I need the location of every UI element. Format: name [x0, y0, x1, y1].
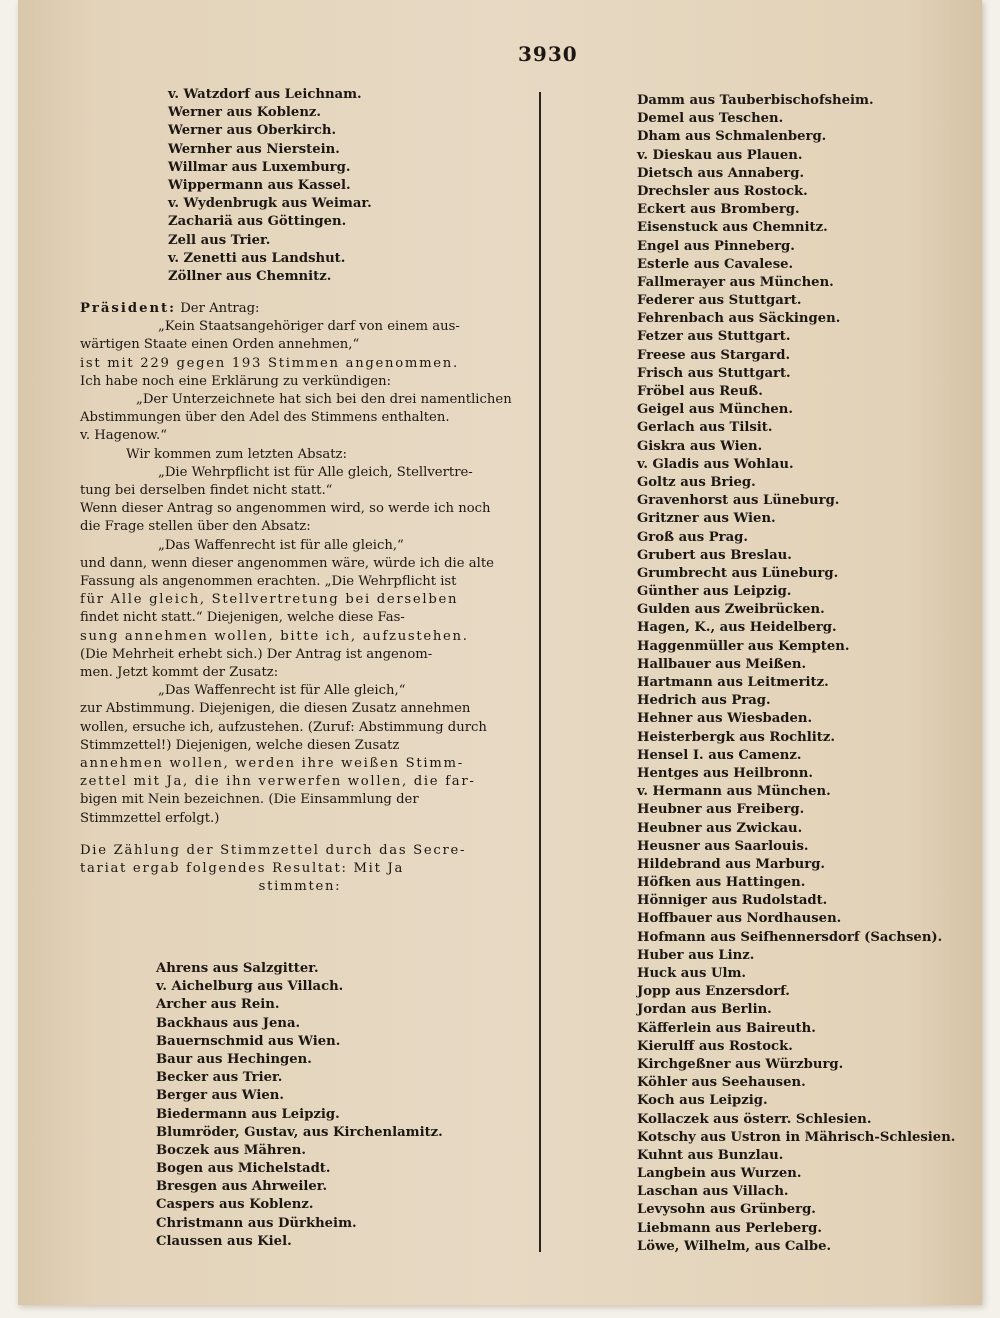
name-entry: Eisenstuck aus Chemnitz.: [637, 220, 828, 236]
name-entry: Bauernschmid aus Wien.: [156, 1033, 341, 1049]
name-entry: Bogen aus Michelstadt.: [156, 1161, 331, 1177]
name-entry: v. Aichelburg aus Villach.: [156, 979, 344, 995]
name-entry: Liebmann aus Perleberg.: [637, 1220, 822, 1236]
name-entry: Heusner aus Saarlouis.: [637, 838, 809, 854]
name-entry: Fehrenbach aus Säckingen.: [637, 311, 841, 327]
name-entry: Hehner aus Wiesbaden.: [637, 711, 813, 727]
name-entry: Hildebrand aus Marburg.: [637, 856, 826, 872]
name-entry: Berger aus Wien.: [156, 1088, 284, 1104]
name-entry: Grubert aus Breslau.: [637, 547, 792, 563]
paragraph-line: Stimmzettel erfolgt.): [80, 810, 220, 826]
name-entry: v. Wydenbrugk aus Weimar.: [168, 196, 372, 212]
name-entry: Haggenmüller aus Kempten.: [637, 638, 850, 654]
name-entry: Drechsler aus Rostock.: [637, 183, 808, 199]
speaker-label: Präsident:: [80, 301, 177, 316]
name-entry: Becker aus Trier.: [156, 1070, 283, 1086]
name-entry: Heubner aus Freiberg.: [637, 802, 805, 818]
name-entry: Hartmann aus Leitmeritz.: [637, 675, 829, 690]
name-entry: Archer aus Rein.: [156, 997, 280, 1013]
name-entry: Esterle aus Cavalese.: [637, 256, 794, 272]
paragraph-line: zettel mit Ja, die ihn verwerfen wollen, die far-: [80, 774, 476, 790]
name-entry: Zachariä aus Göttingen.: [168, 214, 347, 230]
name-entry: Frisch aus Stuttgart.: [637, 365, 791, 381]
declaration-intro: Ich habe noch eine Erklärung zu verkündigen:: [80, 373, 392, 389]
name-entry: Wippermann aus Kassel.: [168, 177, 351, 193]
declaration-line: „Der Unterzeichnete hat sich bei den drei namentlichen: [136, 392, 512, 408]
name-entry: Caspers aus Koblenz.: [156, 1197, 314, 1213]
name-entry: Heisterbergk aus Rochlitz.: [637, 729, 835, 745]
name-entry: Giskra aus Wien.: [637, 438, 763, 454]
quote-wehrpflicht: „Die Wehrpflicht ist für Alle gleich, Stellvertre-: [158, 464, 473, 480]
name-entry: Kierulff aus Rostock.: [637, 1038, 793, 1054]
name-entry: Eckert aus Bromberg.: [637, 202, 800, 218]
left-top-name-list: [168, 86, 372, 286]
name-entry: Günther aus Leipzig.: [637, 584, 792, 600]
name-entry: Bresgen aus Ahrweiler.: [156, 1179, 328, 1195]
paragraph-line: wollen, ersuche ich, aufzustehen. (Zuruf: Abstimmung durch: [80, 719, 487, 735]
paragraph-line: für Alle gleich, Stellvertretung bei derselben: [80, 592, 459, 608]
name-entry: Biedermann aus Leipzig.: [156, 1106, 340, 1122]
paragraph-line: (Die Mehrheit erhebt sich.) Der Antrag ist angenom-: [80, 646, 433, 662]
name-entry: Kirchgeßner aus Würzburg.: [637, 1056, 844, 1072]
paragraph-line: annehmen wollen, werden ihre weißen Stimm-: [80, 756, 464, 772]
motion-quote: „Kein Staatsangehöriger darf von einem aus-: [158, 319, 460, 335]
count-line: Die Zählung der Stimmzettel durch das Secre-: [80, 842, 467, 858]
name-entry: v. Zenetti aus Landshut.: [168, 250, 346, 266]
paragraph-line: und dann, wenn dieser angenommen wäre, würde ich die alte: [80, 555, 494, 571]
count-line: tariat ergab folgendes Resultat: Mit Ja: [80, 861, 405, 877]
name-entry: Fetzer aus Stuttgart.: [637, 329, 791, 345]
paragraph-line: findet nicht statt.“ Diejenigen, welche diese Fas-: [80, 610, 405, 626]
name-entry: Huber aus Linz.: [637, 947, 755, 963]
name-entry: Boczek aus Mähren.: [156, 1142, 306, 1158]
name-entry: Hentges aus Heilbronn.: [637, 765, 813, 781]
name-entry: Hensel I. aus Camenz.: [637, 747, 802, 763]
name-entry: Werner aus Koblenz.: [168, 105, 321, 121]
quote-waffenrecht-2: „Das Waffenrecht ist für Alle gleich,“: [158, 683, 406, 699]
name-entry: Löwe, Wilhelm, aus Calbe.: [637, 1238, 832, 1254]
name-entry: Claussen aus Kiel.: [156, 1233, 292, 1249]
name-entry: Kuhnt aus Bunzlau.: [637, 1147, 784, 1163]
name-entry: v. Watzdorf aus Leichnam.: [168, 87, 362, 102]
name-entry: Werner aus Oberkirch.: [168, 123, 337, 139]
name-entry: Käfferlein aus Baireuth.: [637, 1020, 816, 1036]
name-entry: Hagen, K., aus Heidelberg.: [637, 620, 837, 636]
name-entry: Backhaus aus Jena.: [156, 1015, 301, 1031]
name-entry: Blumröder, Gustav, aus Kirchenlamitz.: [156, 1124, 443, 1140]
name-entry: Höfken aus Hattingen.: [637, 875, 806, 891]
name-entry: Dietsch aus Annaberg.: [637, 165, 805, 181]
name-entry: Gritzner aus Wien.: [637, 511, 776, 527]
name-entry: Groß aus Prag.: [637, 529, 748, 545]
name-entry: Hallbauer aus Meißen.: [637, 656, 807, 672]
motion-quote-cont: wärtigen Staate einen Orden annehmen,“: [80, 337, 360, 353]
paragraph-line: die Frage stellen über den Absatz:: [80, 519, 311, 535]
name-entry: Dham aus Schmalenberg.: [637, 129, 827, 145]
paragraph-line: Wenn dieser Antrag so angenommen wird, so werde ich noch: [80, 501, 491, 517]
name-entry: Damm aus Tauberbischofsheim.: [637, 93, 874, 108]
name-entry: Gerlach aus Tilsit.: [637, 420, 773, 436]
spacer: [80, 828, 520, 842]
name-entry: Baur aus Hechingen.: [156, 1051, 312, 1067]
name-entry: Ahrens aus Salzgitter.: [156, 961, 319, 976]
column-divider: [539, 92, 541, 1252]
name-entry: v. Hermann aus München.: [637, 784, 831, 800]
name-entry: Hoffbauer aus Nordhausen.: [637, 911, 842, 927]
last-paragraph-intro: Wir kommen zum letzten Absatz:: [126, 446, 347, 462]
quote-wehrpflicht-cont: tung bei derselben findet nicht statt.“: [80, 483, 333, 499]
name-entry: Gravenhorst aus Lüneburg.: [637, 493, 840, 509]
name-entry: Federer aus Stuttgart.: [637, 293, 802, 309]
declaration-line: Abstimmungen über den Adel des Stimmens enthalten.: [80, 410, 450, 426]
name-entry: Heubner aus Zwickau.: [637, 820, 803, 836]
name-entry: Langbein aus Wurzen.: [637, 1166, 802, 1182]
paragraph-line: men. Jetzt kommt der Zusatz:: [80, 665, 279, 681]
name-entry: Christmann aus Dürkheim.: [156, 1215, 357, 1231]
name-entry: Hönniger aus Rudolstadt.: [637, 893, 828, 909]
name-entry: Gulden aus Zweibrücken.: [637, 602, 825, 618]
paragraph-line: sung annehmen wollen, bitte ich, aufzustehen.: [80, 628, 469, 644]
declaration-signature: v. Hagenow.“: [80, 428, 167, 444]
name-entry: v. Gladis aus Wohlau.: [637, 456, 794, 472]
name-entry: Goltz aus Brieg.: [637, 474, 756, 490]
paragraph-line: bigen mit Nein bezeichnen. (Die Einsammlung der: [80, 792, 419, 808]
name-entry: Freese aus Stargard.: [637, 347, 791, 363]
name-entry: Hofmann aus Seifhennersdorf (Sachsen).: [637, 929, 943, 945]
name-entry: Fröbel aus Reuß.: [637, 384, 763, 399]
name-entry: Kotschy aus Ustron in Mährisch-Schlesien.: [637, 1129, 956, 1145]
name-entry: Engel aus Pinneberg.: [637, 238, 795, 254]
name-entry: Kollaczek aus österr. Schlesien.: [637, 1111, 872, 1127]
result-line: ist mit 229 gegen 193 Stimmen angenommen.: [80, 355, 459, 371]
name-entry: Wernher aus Nierstein.: [168, 141, 340, 157]
name-entry: Zöllner aus Chemnitz.: [168, 268, 332, 284]
name-entry: Hedrich aus Prag.: [637, 693, 771, 709]
page-number: 3930: [518, 42, 578, 66]
count-line: stimmten:: [258, 879, 342, 895]
name-entry: Geigel aus München.: [637, 402, 793, 418]
paragraph-line: zur Abstimmung. Diejenigen, die diesen Zusatz annehmen: [80, 701, 471, 717]
debate-text: [80, 300, 520, 897]
name-entry: Willmar aus Luxemburg.: [168, 159, 351, 175]
name-entry: Levysohn aus Grünberg.: [637, 1202, 816, 1218]
name-entry: Huck aus Ulm.: [637, 966, 747, 981]
name-entry: Koch aus Leipzig.: [637, 1093, 768, 1109]
paragraph-line: Fassung als angenommen erachten. „Die Wehrpflicht ist: [80, 574, 457, 590]
name-entry: Grumbrecht aus Lüneburg.: [637, 565, 839, 581]
right-name-list: [637, 92, 955, 1256]
left-bottom-name-list: [156, 960, 443, 1251]
name-entry: Jordan aus Berlin.: [637, 1002, 772, 1018]
name-entry: Laschan aus Villach.: [637, 1184, 789, 1200]
name-entry: Köhler aus Seehausen.: [637, 1075, 806, 1091]
quote-waffenrecht: „Das Waffenrecht ist für alle gleich,“: [158, 537, 404, 553]
name-entry: v. Dieskau aus Plauen.: [637, 147, 803, 163]
president-line: Präsident: Der Antrag:: [80, 301, 260, 316]
name-entry: Jopp aus Enzersdorf.: [637, 984, 790, 1000]
name-entry: Demel aus Teschen.: [637, 111, 784, 127]
paragraph-line: Stimmzettel!) Diejenigen, welche diesen Zusatz: [80, 737, 400, 753]
name-entry: Zell aus Trier.: [168, 232, 271, 248]
name-entry: Fallmerayer aus München.: [637, 274, 834, 290]
